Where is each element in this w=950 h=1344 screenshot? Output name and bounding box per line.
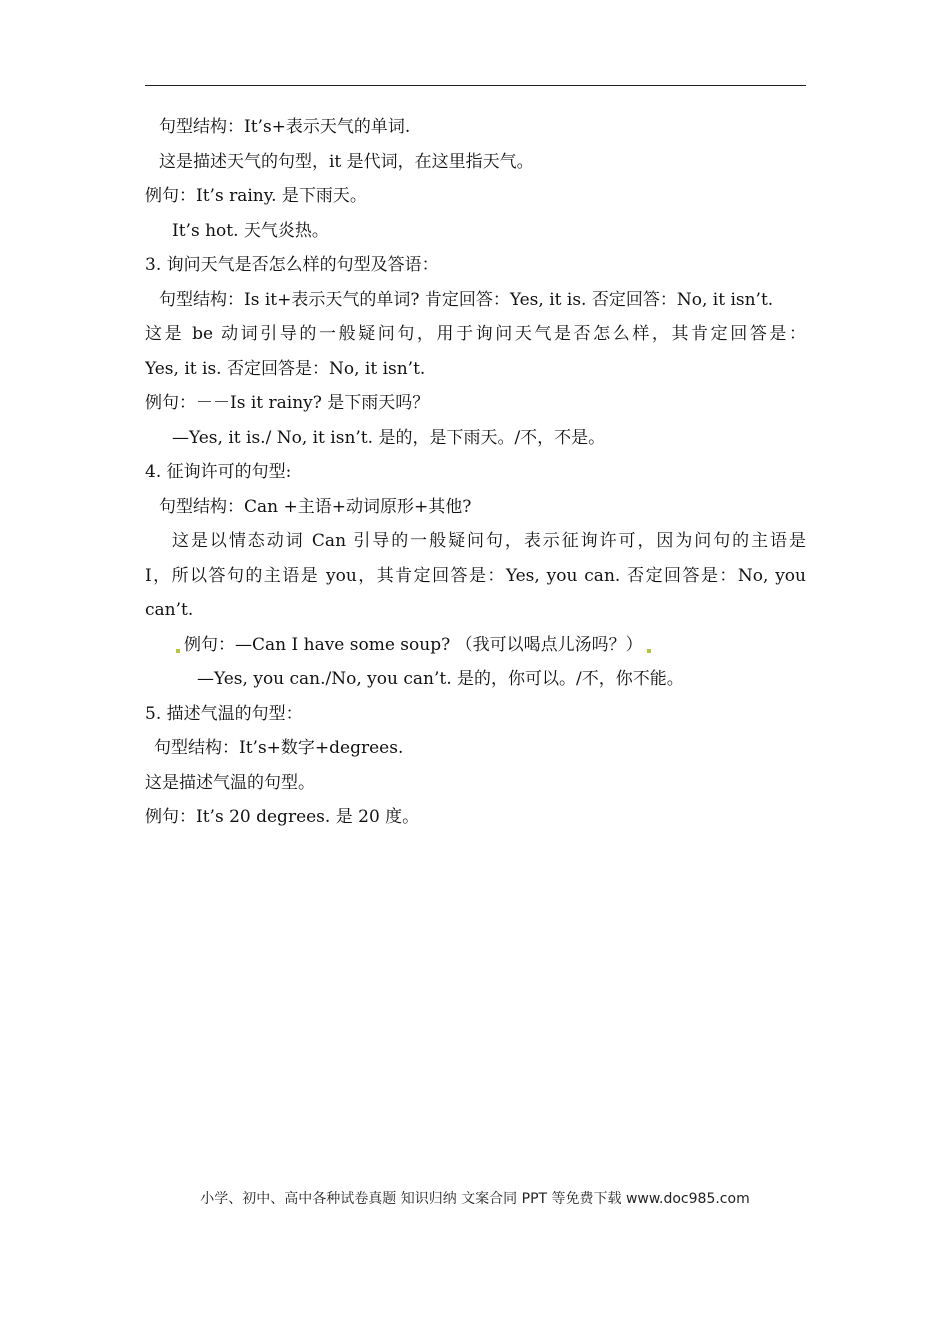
- text-line: 这是 be 动词引导的一般疑问句，用于询问天气是否怎么样，其肯定回答是：: [145, 324, 806, 344]
- text-line: 这是以情态动词 Can 引导的一般疑问句，表示征询许可，因为问句的主语是: [172, 531, 806, 551]
- text-line: [145, 628, 806, 663]
- example-text: 例句：—Can I have some soup? （我可以喝点儿汤吗？）: [184, 634, 643, 655]
- header-rule: [145, 85, 806, 86]
- text-line: 句型结构：Is it+表示天气的单词? 肯定回答：Yes, it is. 否定回答：No, it isn’t.: [159, 289, 774, 310]
- document-body: [145, 110, 806, 835]
- text-line: can’t.: [145, 600, 194, 620]
- text-line: I，所以答句的主语是 you，其肯定回答是：Yes, you can. 否定回答是：No, you: [145, 565, 806, 586]
- text-line: 例句：－－Is it rainy? 是下雨天吗？: [145, 393, 430, 413]
- text-line: 句型结构：It’s+数字+degrees.: [154, 738, 404, 758]
- section-heading: 3. 询问天气是否怎么样的句型及答语：: [145, 255, 439, 275]
- section-heading: 5. 描述气温的句型：: [145, 703, 303, 724]
- text-line: —Yes, it is./ No, it isn’t. 是的，是下雨天。/不，不是。: [172, 427, 606, 448]
- marker-dot: [647, 649, 651, 653]
- marker-dot: [176, 649, 180, 653]
- text-line: 句型结构：Can +主语+动词原形+其他?: [159, 496, 472, 517]
- section-heading: 4. 征询许可的句型:: [145, 462, 292, 482]
- page-footer: 小学、初中、高中各种试卷真题 知识归纳 文案合同 PPT 等免费下载 www.doc985.com: [200, 1191, 750, 1207]
- text-line: It’s hot. 天气炎热。: [172, 220, 329, 241]
- text-line: —Yes, you can./No, you can’t. 是的，你可以。/不，你不能。: [197, 669, 684, 689]
- text-line: 例句：It’s rainy. 是下雨天。: [145, 186, 367, 206]
- text-line: 这是描述天气的句型，it 是代词，在这里指天气。: [159, 151, 534, 172]
- text-line: 句型结构：It’s+表示天气的单词.: [159, 117, 411, 137]
- text-line: 例句：It’s 20 degrees. 是 20 度。: [145, 807, 420, 827]
- text-line: Yes, it is. 否定回答是：No, it isn’t.: [145, 358, 426, 379]
- text-line: 这是描述气温的句型。: [145, 772, 315, 793]
